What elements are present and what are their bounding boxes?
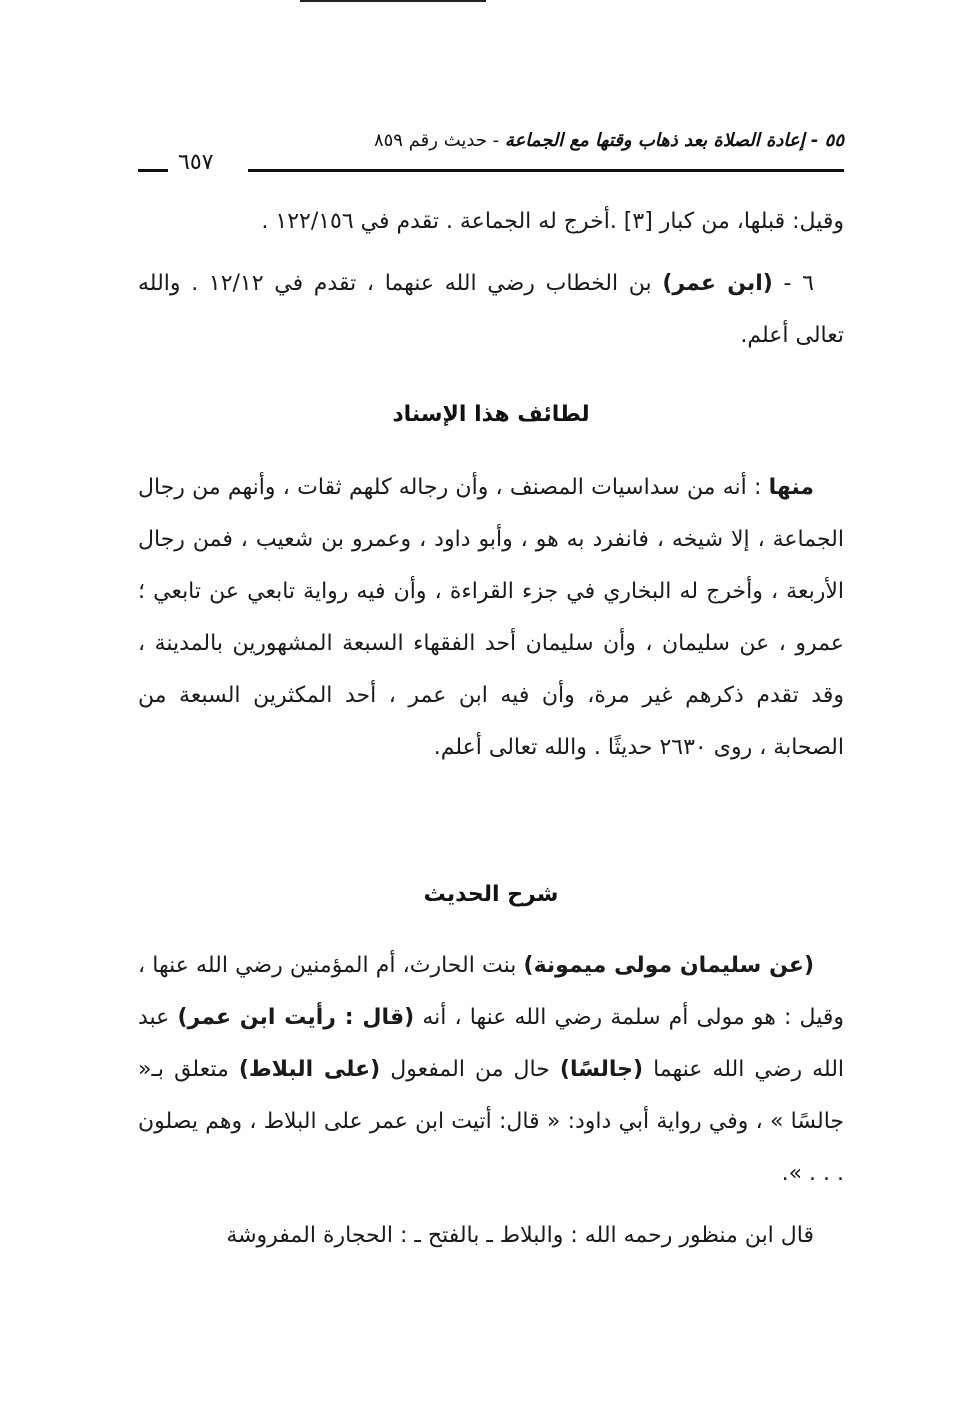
hadith-number: - حديث رقم ٨٥٩ — [373, 130, 505, 151]
section-heading-isnad: لطائف هذا الإسناد — [392, 402, 590, 427]
chapter-title: ٥٥ - إعادة الصلاة بعد ذهاب وقتها مع الجماعة — [504, 130, 844, 151]
sharh-paragraph: (عن سليمان مولى ميمونة) بنت الحارث، أم المؤمنين رضي الله عنها ، وقيل : هو مولى أم سلمة رضي الله عنها ، أنه (قال : رأيت ابن عمر) عبد الله رضي الله عنهما (جالسًا) حال من المفعول (على البلاط) متعلق بـ« جالسًا » ، وفي رواية أبي داود: « قال: أتيت ابن عمر على البلاط ، وهم يصلون . . . ». قال ابن منظور رحمه الله : والبلاط ـ بالفتح ـ : الحجارة المفروشة — [138, 940, 844, 1262]
quoted-phrase: (على البلاط) — [238, 1057, 381, 1082]
narrator-note: وقيل: قبلها، من كبار [٣] .أخرج له الجماعة . تقدم في ١٢٢/١٥٦ . — [261, 209, 844, 234]
header-title — [374, 130, 844, 151]
header-rule-left — [138, 169, 168, 172]
top-rule — [300, 0, 486, 2]
section-heading-sharh: شرح الحديث — [423, 882, 559, 907]
opening-block — [138, 196, 844, 362]
page-number: ٦٥٧ — [178, 150, 214, 175]
isnad-text: : أنه من سداسيات المصنف ، وأن رجاله كلهم ثقات ، وأنهم من رجال الجماعة ، إلا شيخه ، فانفرد به هو ، وأبو داود ، وعمرو بن شعيب ، فمن رجال الأربعة ، وأخرج له البخاري في جزء القراءة ، وأن فيه رواية تابعي عن تابعي ؛ عمرو ، عن سليمان ، وأن سليمان أحد الفقهاء السبعة المشهورين بالمدينة ، وقد تقدم ذكرهم غير مرة، وأن فيه ابن عمر ، أحد المكثرين السبعة من الصحابة ، روى ٢٦٣٠ حديثًا . والله تعالى أعلم. — [138, 475, 844, 760]
header-rule-right — [248, 169, 844, 172]
narrator-name: (ابن عمر) — [662, 271, 773, 296]
quoted-phrase: (قال : رأيت ابن عمر) — [177, 1005, 415, 1030]
quoted-phrase: (جالسًا) — [559, 1057, 644, 1082]
narrator-item-6: ٦ - (ابن عمر) بن الخطاب رضي الله عنهما ، تقدم في ١٢/١٢ . والله تعالى أعلم. — [138, 271, 844, 348]
isnad-paragraph — [138, 462, 844, 774]
running-header — [138, 130, 844, 180]
quoted-phrase: (عن سليمان مولى ميمونة) — [523, 953, 814, 978]
ibn-manzur-paragraph: قال ابن منظور رحمه الله : والبلاط ـ بالفتح ـ : الحجارة المفروشة — [226, 1223, 814, 1248]
paragraph-lead: منها — [768, 475, 814, 500]
